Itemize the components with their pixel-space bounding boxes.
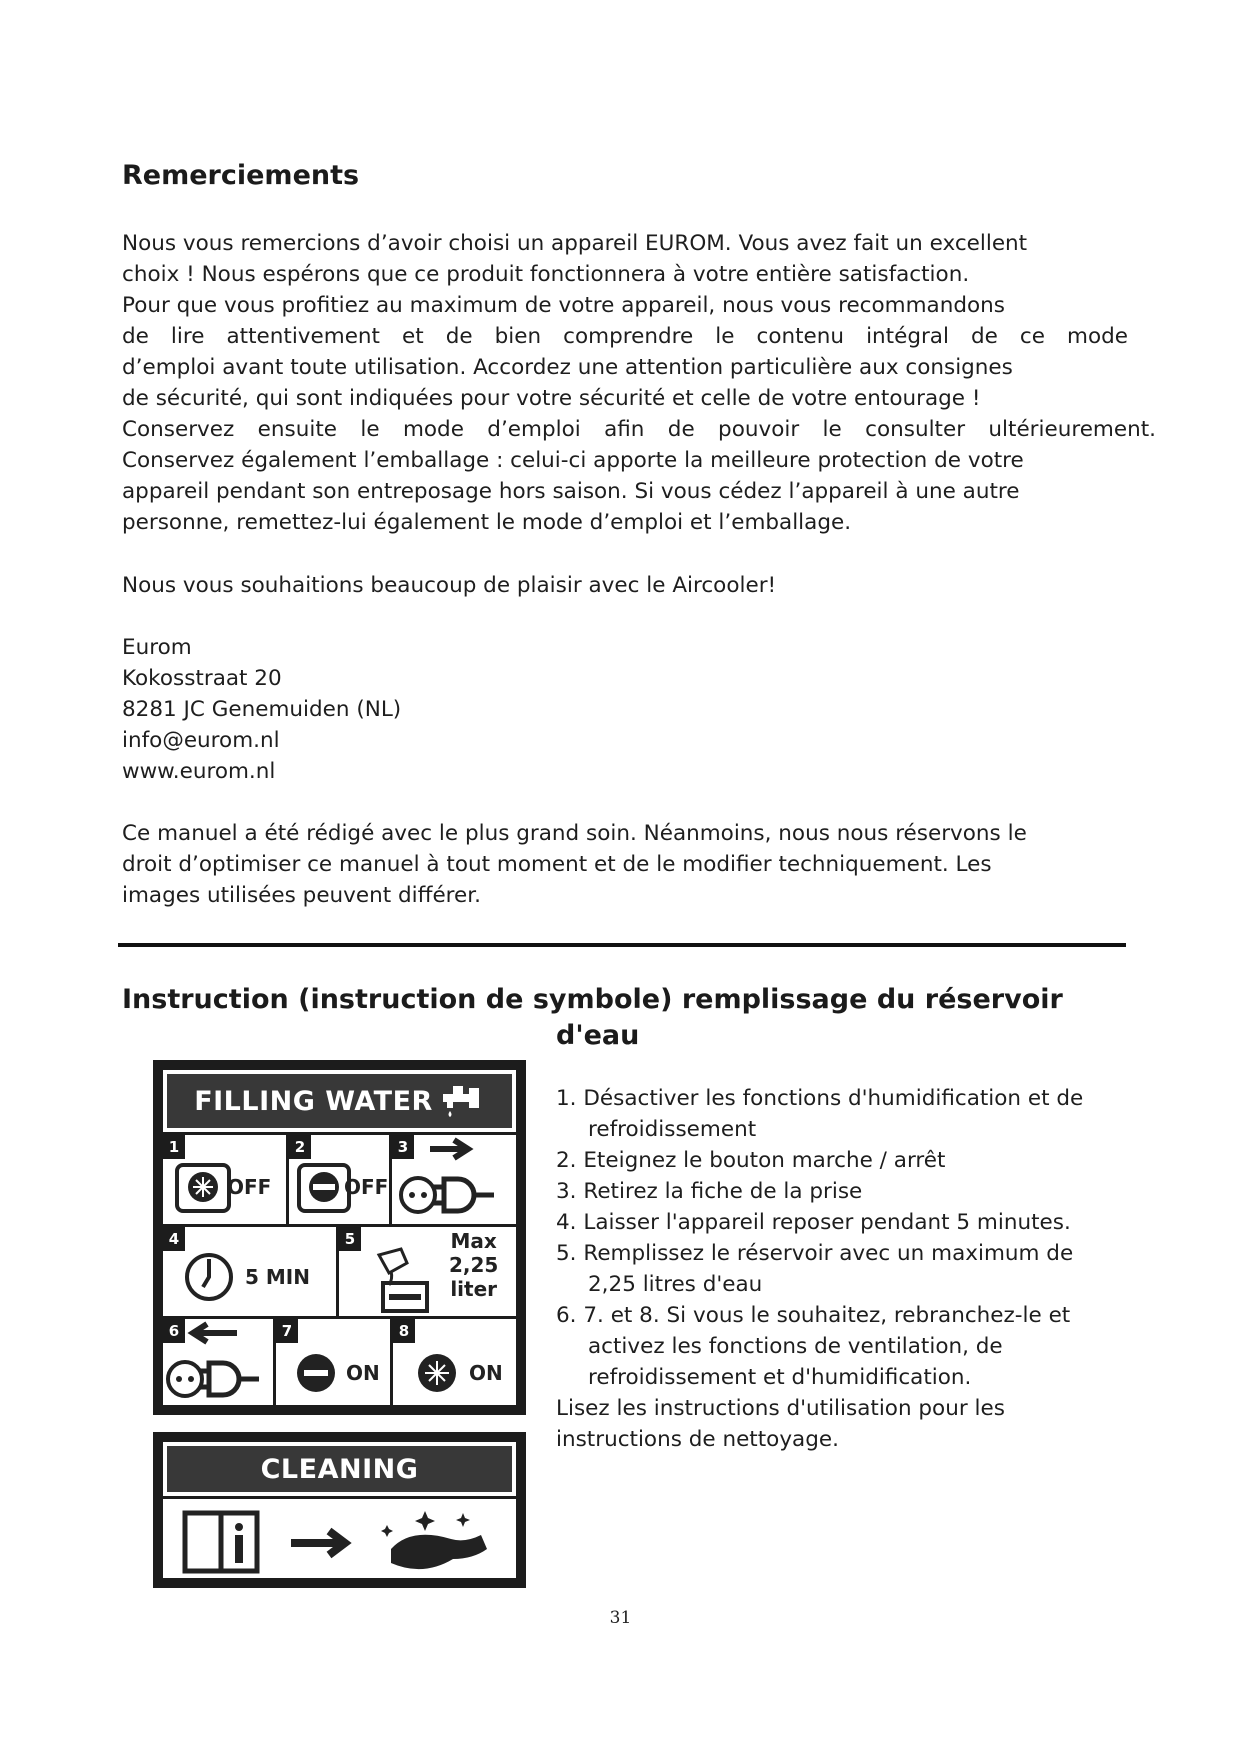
- list-item: 6. 7. et 8. Si vous le souhaitez, rebranchez-le et activez les fonctions de ventilation, de refroidissement et d'humidification.: [556, 1303, 1071, 1390]
- section-heading-thanks: Remerciements: [122, 160, 360, 191]
- filling-water-label: FILLING WATER: [194, 1085, 433, 1117]
- email-address: info@eurom.nl: [122, 728, 280, 753]
- filling-water-symbol-panel: [153, 1060, 526, 1415]
- step-number: 2: [289, 1135, 311, 1159]
- cleaning-symbol-panel: [153, 1432, 526, 1588]
- text-line: appareil pendant son entreposage hors saison. Si vous cédez l’appareil à une autre: [122, 479, 1020, 504]
- text-line: choix ! Nous espérons que ce produit fonctionnera à votre entière satisfaction.: [122, 262, 970, 287]
- step-number: 8: [393, 1319, 415, 1343]
- cleaning-title: CLEANING: [163, 1442, 516, 1496]
- step-cell-4: [163, 1227, 339, 1319]
- text-line: droit d’optimiser ce manuel à tout moment et de le modifier techniquement. Les: [122, 852, 992, 877]
- step-cell-2: [289, 1135, 392, 1227]
- disclaimer-paragraph: [122, 818, 1142, 911]
- on-label: ON: [469, 1361, 503, 1385]
- on-label: ON: [346, 1361, 380, 1385]
- step-number: 1: [163, 1135, 185, 1159]
- heading-line: d'eau: [556, 1020, 640, 1051]
- text-line: Conservez ensuite le mode d’emploi afin de pouvoir le consulter ultérieurement.: [122, 417, 1156, 442]
- step-cell-1: [163, 1135, 289, 1227]
- street-address: Kokosstraat 20: [122, 666, 282, 691]
- text-line: Conservez également l’emballage : celui-ci apporte la meilleure protection de votre: [122, 448, 1024, 473]
- thanks-paragraph: [122, 228, 1156, 538]
- symbol-row: [163, 1227, 516, 1319]
- step-cell-8: [393, 1319, 516, 1411]
- filling-water-title: [163, 1070, 516, 1132]
- step-number: 6: [163, 1319, 185, 1343]
- step-cell-6: [163, 1319, 276, 1411]
- text-line: images utilisées peuvent différer.: [122, 883, 481, 908]
- text-line: personne, remettez-lui également le mode d’emploi et l’emballage.: [122, 510, 852, 535]
- off-label: OFF: [344, 1175, 389, 1199]
- step-cell-3: [392, 1135, 516, 1227]
- tap-icon: [441, 1084, 485, 1118]
- plug-in-icon: [163, 1319, 276, 1411]
- address-block: [122, 632, 1142, 787]
- step-cell-5: [339, 1227, 516, 1319]
- max-label: Max: [450, 1229, 497, 1253]
- heading-line: Instruction (instruction de symbole) remplissage du réservoir: [122, 984, 1063, 1015]
- step-number: 7: [276, 1319, 298, 1343]
- wish-line: Nous vous souhaitions beaucoup de plaisir avec le Aircooler!: [122, 573, 777, 598]
- off-label: OFF: [227, 1175, 272, 1199]
- list-item: 3. Retirez la fiche de la prise: [556, 1179, 863, 1204]
- page-number: 31: [609, 1608, 632, 1628]
- list-item: 4. Laisser l'appareil reposer pendant 5 minutes.: [556, 1210, 1071, 1235]
- symbol-row: [163, 1132, 516, 1227]
- unit-label: liter: [450, 1277, 498, 1301]
- max-capacity-label: [449, 1229, 498, 1301]
- text-line: Ce manuel a été rédigé avec le plus grand soin. Néanmoins, nous nous réservons le: [122, 821, 1027, 846]
- website-address: www.eurom.nl: [122, 759, 276, 784]
- amount-label: 2,25: [449, 1253, 499, 1277]
- section-divider: [118, 943, 1126, 947]
- city-address: 8281 JC Genemuiden (NL): [122, 697, 402, 722]
- unplug-icon: [392, 1135, 516, 1227]
- filling-steps-list: [556, 1083, 1126, 1455]
- list-item: 2. Eteignez le bouton marche / arrêt: [556, 1148, 946, 1173]
- five-min-label: 5 MIN: [245, 1265, 310, 1289]
- list-item: 5. Remplissez le réservoir avec un maximum de 2,25 litres d'eau: [556, 1241, 1074, 1297]
- step-cell-7: [276, 1319, 393, 1411]
- section-heading-instruction: [122, 982, 1122, 1054]
- step-number: 5: [339, 1227, 361, 1251]
- text-line: de sécurité, qui sont indiquées pour votre sécurité et celle de votre entourage !: [122, 386, 981, 411]
- text-line: de lire attentivement et de bien comprendre le contenu intégral de ce mode: [122, 324, 1128, 349]
- step-number: 4: [163, 1227, 185, 1251]
- manual-book-icon: [185, 1513, 257, 1571]
- arrow-right-icon: [291, 1531, 345, 1555]
- text-line: d’emploi avant toute utilisation. Accordez une attention particulière aux consignes: [122, 355, 1013, 380]
- symbol-row: [163, 1319, 516, 1411]
- step-number: 3: [392, 1135, 414, 1159]
- read-manual-then-clean-icon: [163, 1496, 516, 1581]
- company-name: Eurom: [122, 635, 192, 660]
- text-line: Nous vous remercions d’avoir choisi un appareil EUROM. Vous avez fait un excellent: [122, 231, 1028, 256]
- list-item: 1. Désactiver les fonctions d'humidification et de refroidissement: [556, 1086, 1084, 1142]
- text-line: Pour que vous profitiez au maximum de votre appareil, nous vous recommandons: [122, 293, 1005, 318]
- wipe-clean-icon: [381, 1511, 487, 1569]
- cleaning-note: Lisez les instructions d'utilisation pour les instructions de nettoyage.: [556, 1396, 1005, 1452]
